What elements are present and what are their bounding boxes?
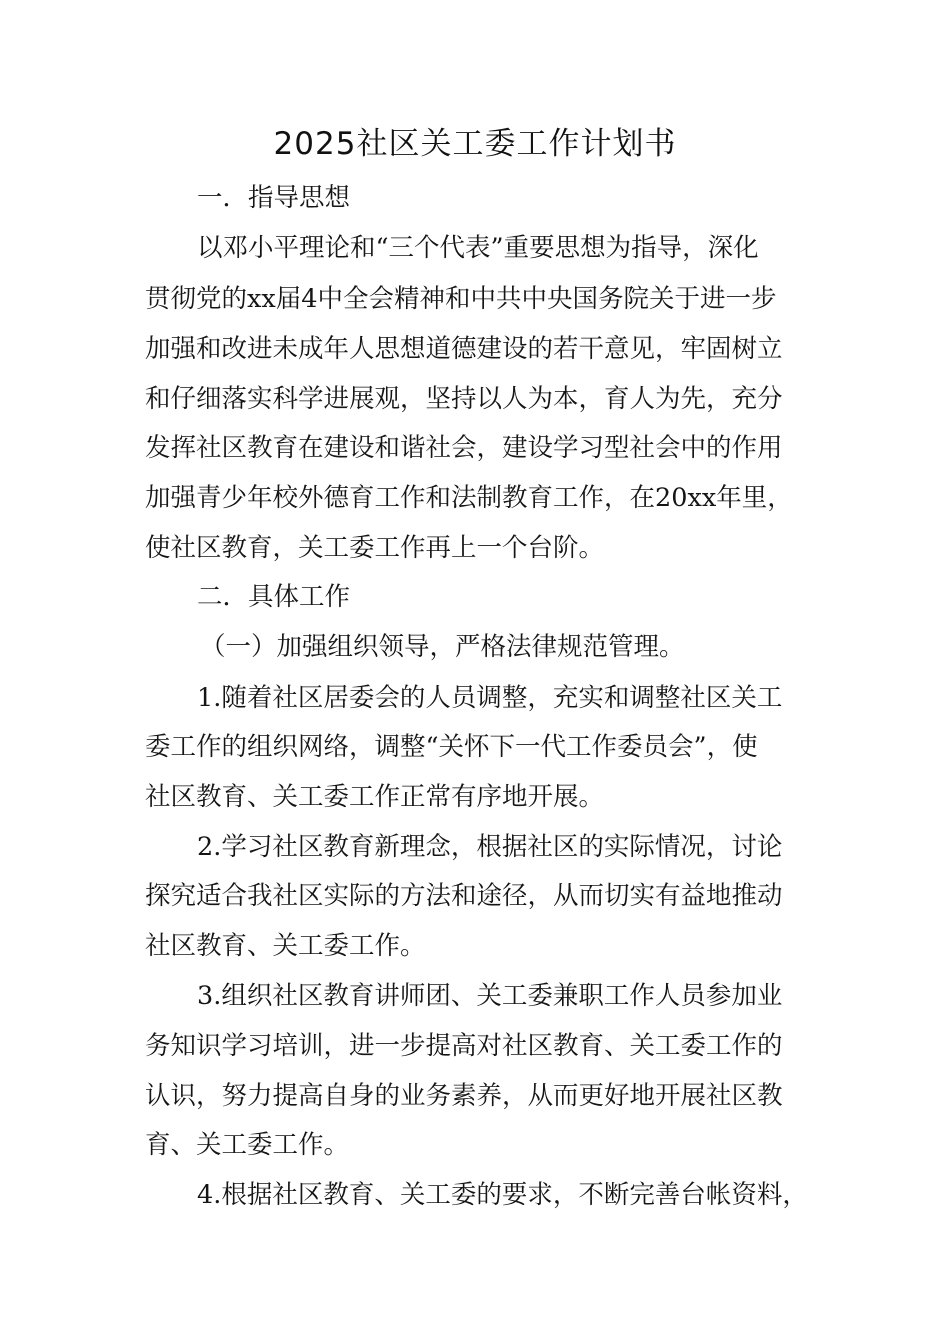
list-item-line: 认识，努力提高自身的业务素养，从而更好地开展社区教 <box>145 1081 783 1111</box>
paragraph-line: 加强和改进未成年人思想道德建设的若干意见，牢固树立 <box>145 334 783 364</box>
list-item-line: 2.学习社区教育新理念，根据社区的实际情况，讨论 <box>197 832 783 862</box>
section-heading-guiding-thought: 一．指导思想 <box>197 183 351 213</box>
paragraph-line: 以邓小平理论和“三个代表”重要思想为指导，深化 <box>197 233 759 263</box>
subsection-heading: （一）加强组织领导，严格法律规范管理。 <box>200 632 685 662</box>
list-item-line: 社区教育、关工委工作正常有序地开展。 <box>145 782 605 812</box>
paragraph-line: 加强青少年校外德育工作和法制教育工作，在20xx年里， <box>145 483 793 513</box>
paragraph-line: 发挥社区教育在建设和谐社会，建设学习型社会中的作用 <box>145 433 783 463</box>
paragraph-line: 贯彻党的xx届4中全会精神和中共中央国务院关于进一步 <box>145 284 777 314</box>
list-item-line: 3.组织社区教育讲师团、关工委兼职工作人员参加业 <box>197 981 783 1011</box>
paragraph-line: 和仔细落实科学进展观，坚持以人为本，育人为先，充分 <box>145 384 783 414</box>
list-item-line: 4.根据社区教育、关工委的要求，不断完善台帐资料， <box>197 1180 808 1210</box>
list-item-line: 1.随着社区居委会的人员调整，充实和调整社区关工 <box>197 683 783 713</box>
section-heading-specific-work: 二．具体工作 <box>197 582 351 612</box>
list-item-line: 委工作的组织网络，调整“关怀下一代工作委员会”，使 <box>145 732 758 762</box>
list-item-line: 育、关工委工作。 <box>145 1130 350 1160</box>
document-title: 2025社区关工委工作计划书 <box>273 126 677 162</box>
list-item-line: 社区教育、关工委工作。 <box>145 931 426 961</box>
list-item-line: 探究适合我社区实际的方法和途径，从而切实有益地推动 <box>145 881 783 911</box>
list-item-line: 务知识学习培训，进一步提高对社区教育、关工委工作的 <box>145 1031 783 1061</box>
paragraph-line: 使社区教育，关工委工作再上一个台阶。 <box>145 533 605 563</box>
